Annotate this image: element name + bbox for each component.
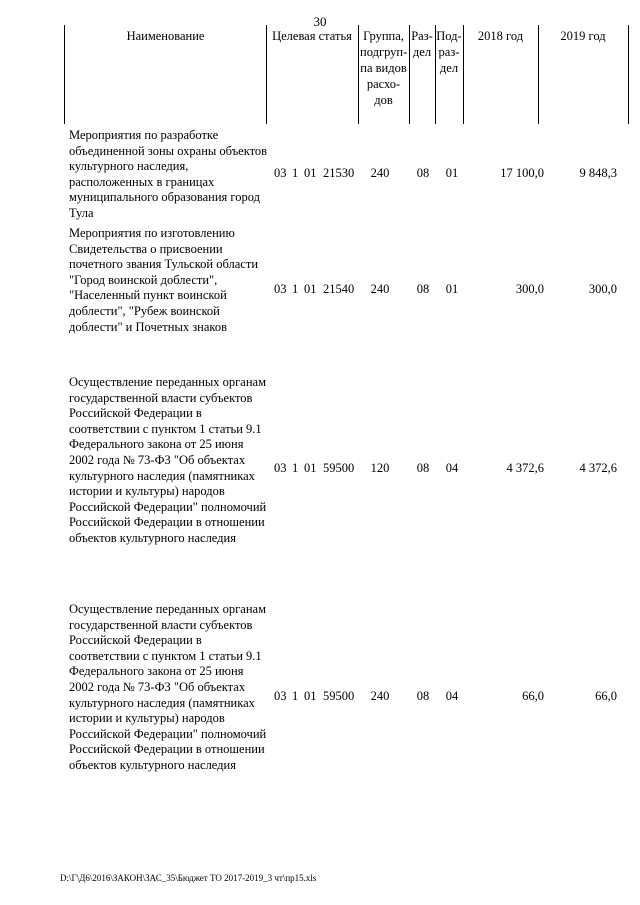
row-1-cs4: 21530 xyxy=(323,166,355,180)
header-subsection-text: Под- раз- дел xyxy=(436,29,462,75)
row-4-group: 240 xyxy=(370,689,390,703)
header-section-text: Раз- дел xyxy=(411,29,433,59)
header-year2 xyxy=(538,25,629,124)
row-4-2019: 66,0 xyxy=(595,689,617,703)
row-1-group: 240 xyxy=(370,166,390,180)
header-year1-text: 2018 год xyxy=(477,29,524,43)
row-4-name: Осуществление переданных органам государственной власти субъектов Российской Федерации в соответствии с пунктом 1 статьи 9.1 Федерального закона от 25 июня 2002 года № 73-ФЗ "Об объектах культурного наследия (памятниках истории и культуры) народов Российской Федерации" полномочий Российской Федерации в отношении объектов культурного наследия xyxy=(69,602,267,772)
footer-file-path: D:\Г\Д6\2016\ЗАКОН\ЗАС_35\Бюджет ТО 2017-2019_3 чт\пр15.xls xyxy=(60,873,317,883)
row-2-cs2: 1 xyxy=(292,282,299,296)
row-1-cs3: 01 xyxy=(304,166,317,180)
row-2-section: 08 xyxy=(416,282,430,296)
row-1-2018: 17 100,0 xyxy=(500,166,544,180)
row-3-cs2: 1 xyxy=(292,461,299,475)
header-group-text: Группа, подгруп- па видов расхо- дов xyxy=(360,29,408,107)
row-1-name: Мероприятия по разработке объединенной зоны охраны объектов культурного наследия, расположенных в границах муниципального образования город Тула xyxy=(69,128,268,220)
row-4-section: 08 xyxy=(416,689,430,703)
header-subsection xyxy=(435,25,464,124)
row-4-subsection: 04 xyxy=(445,689,459,703)
row-2-2018: 300,0 xyxy=(515,282,544,296)
header-target xyxy=(266,25,359,124)
header-target-text: Целевая статья xyxy=(272,29,352,43)
row-1-2019: 9 848,3 xyxy=(579,166,617,180)
row-3-name: Осуществление переданных органам государственной власти субъектов Российской Федерации в соответствии с пунктом 1 статьи 9.1 Федерального закона от 25 июня 2002 года № 73-ФЗ "Об объектах культурного наследия (памятниках истории и культуры) народов Российской Федерации" полномочий Российской Федерации в отношении объектов культурного наследия xyxy=(69,375,267,545)
row-3-2018: 4 372,6 xyxy=(506,461,544,475)
header-name xyxy=(64,25,267,124)
row-1-cs2: 1 xyxy=(292,166,299,180)
row-3-cs4: 59500 xyxy=(323,461,355,475)
row-4-cs4: 59500 xyxy=(323,689,355,703)
row-4-2018: 66,0 xyxy=(522,689,544,703)
row-2-name: Мероприятия по изготовлению Свидетельства о присвоении почетного звания Тульской области "Город воинской доблести", "Населенный пункт воинской доблести", "Рубеж воинской доблести" и Почетных знаков xyxy=(69,226,259,334)
row-3-subsection: 04 xyxy=(445,461,459,475)
header-group xyxy=(358,25,410,124)
row-3-section: 08 xyxy=(416,461,430,475)
row-3-group: 120 xyxy=(370,461,390,475)
header-year2-text: 2019 год xyxy=(560,29,606,43)
table-header xyxy=(64,25,629,124)
row-3-cs3: 01 xyxy=(304,461,317,475)
row-3-cs1: 03 xyxy=(274,461,287,475)
row-3-2019: 4 372,6 xyxy=(579,461,617,475)
row-4-cs2: 1 xyxy=(292,689,299,703)
row-4-cs3: 01 xyxy=(304,689,317,703)
header-section xyxy=(409,25,436,124)
row-2-2019: 300,0 xyxy=(588,282,617,296)
row-4-cs1: 03 xyxy=(274,689,287,703)
header-year1 xyxy=(463,25,539,124)
header-name-text: Наименование xyxy=(126,29,205,43)
row-2-cs3: 01 xyxy=(304,282,317,296)
row-1-section: 08 xyxy=(416,166,430,180)
row-1-cs1: 03 xyxy=(274,166,287,180)
row-2-subsection: 01 xyxy=(445,282,459,296)
row-2-cs4: 21540 xyxy=(323,282,355,296)
row-2-cs1: 03 xyxy=(274,282,287,296)
row-2-group: 240 xyxy=(370,282,390,296)
page-number: 30 xyxy=(313,14,327,29)
row-1-subsection: 01 xyxy=(445,166,459,180)
